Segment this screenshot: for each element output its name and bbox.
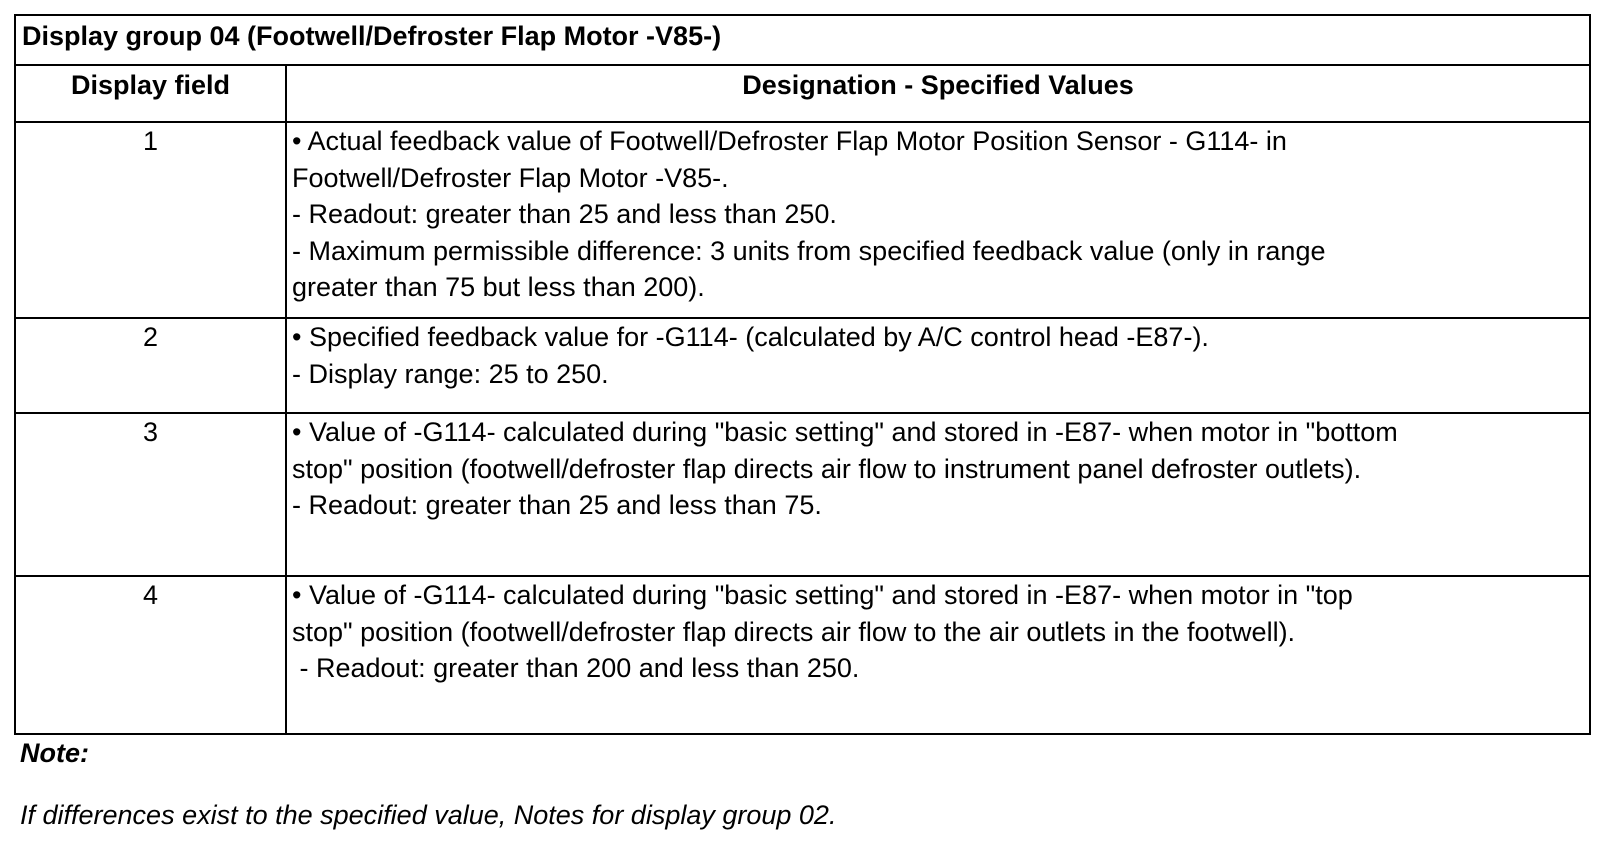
display-field-number: 3 — [15, 413, 286, 576]
designation-line: - Readout: greater than 200 and less than 250. — [292, 653, 860, 683]
table-row — [15, 122, 1590, 318]
table-row — [15, 318, 1590, 413]
designation-line: stop" position (footwell/defroster flap directs air flow to instrument panel defroster outlets). — [292, 453, 1362, 484]
header-display-field: Display field — [15, 65, 286, 122]
display-field-number: 2 — [15, 318, 286, 413]
note-text: If differences exist to the specified value, Notes for display group 02. — [20, 800, 837, 830]
header-designation: Designation - Specified Values — [286, 65, 1590, 122]
table-header-row — [15, 65, 1590, 122]
display-field-number: 1 — [15, 122, 286, 318]
designation-cell — [286, 576, 1590, 734]
display-field-number: 4 — [15, 576, 286, 734]
table-row — [15, 576, 1590, 734]
designation-line: - Readout: greater than 25 and less than 250. — [292, 199, 837, 229]
designation-cell — [286, 318, 1590, 413]
designation-line: greater than 75 but less than 200). — [292, 272, 705, 302]
table-row — [15, 413, 1590, 576]
designation-line: Footwell/Defroster Flap Motor -V85-. — [292, 162, 729, 193]
designation-line: • Actual feedback value of Footwell/Defroster Flap Motor Position Sensor - G114- in — [292, 126, 1287, 156]
designation-line: - Display range: 25 to 250. — [292, 358, 609, 389]
designation-line: • Value of -G114- calculated during "basic setting" and stored in -E87- when motor in "top — [292, 580, 1353, 610]
designation-line: - Maximum permissible difference: 3 units from specified feedback value (only in range — [292, 235, 1326, 266]
note-title: Note: — [20, 738, 89, 768]
table-title-row — [15, 15, 1590, 65]
designation-line: stop" position (footwell/defroster flap directs air flow to the air outlets in the footwell). — [292, 616, 1296, 647]
display-group-table — [14, 14, 1591, 735]
table-title: Display group 04 (Footwell/Defroster Flap Motor -V85-) — [15, 15, 1590, 65]
designation-line: • Value of -G114- calculated during "basic setting" and stored in -E87- when motor in "bottom — [292, 417, 1398, 447]
designation-cell — [286, 122, 1590, 318]
designation-line: • Specified feedback value for -G114- (calculated by A/C control head -E87-). — [292, 322, 1209, 352]
designation-cell — [286, 413, 1590, 576]
designation-line: - Readout: greater than 25 and less than 75. — [292, 490, 822, 520]
